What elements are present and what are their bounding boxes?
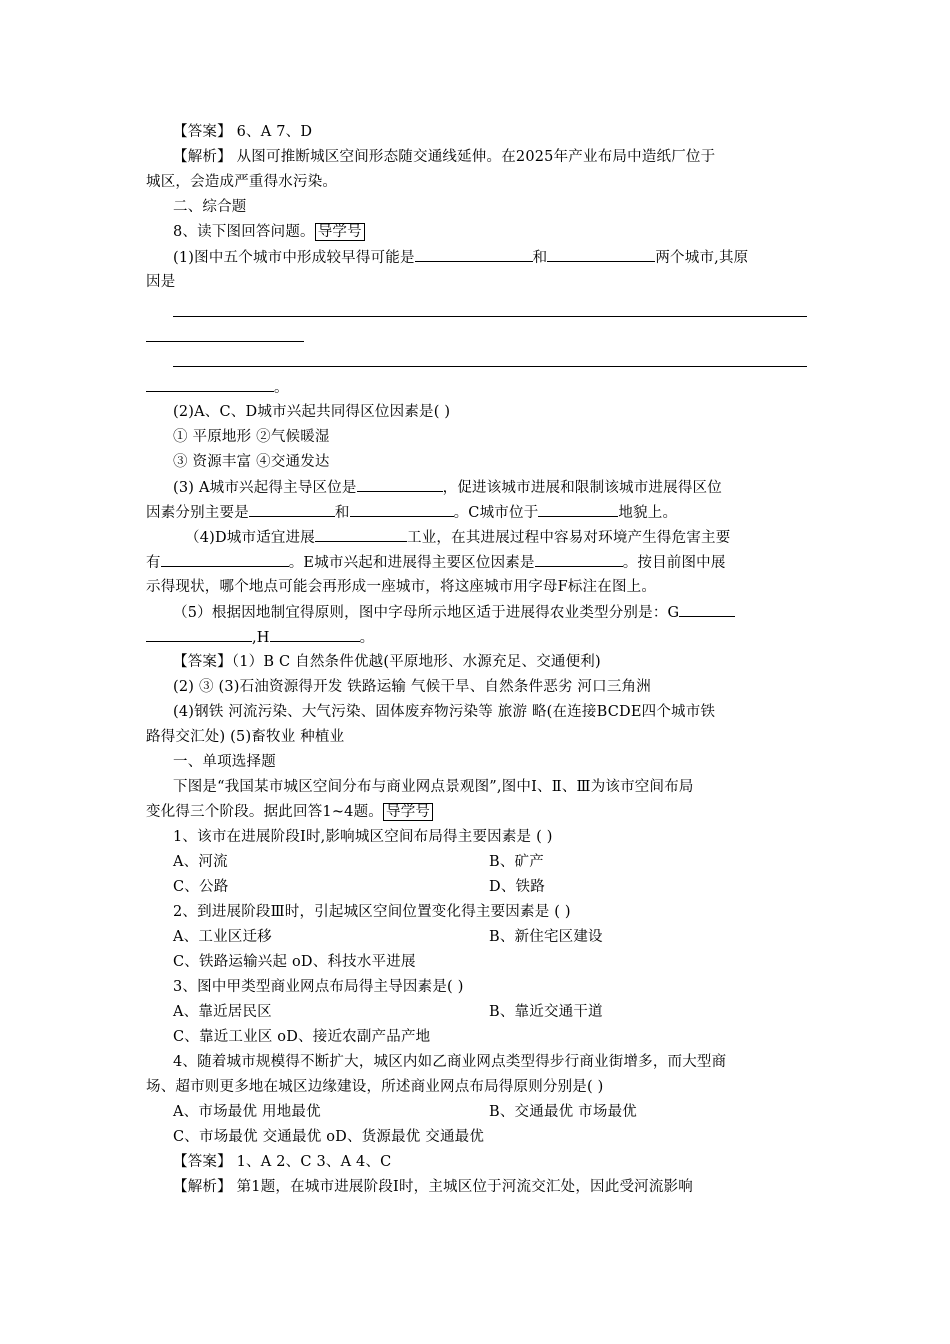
answer-line-8-cont: (2) ③ (3)石油资源得开发 铁路运输 气候干旱、自然条件恶劣 河口三角洲 — [173, 679, 651, 695]
period: 。 — [274, 380, 289, 396]
answer-blank[interactable] — [146, 627, 252, 642]
answer-line-6-7: 【答案】 6、A 7、D — [173, 124, 313, 140]
q8-part1-line — [173, 247, 808, 268]
guide-number-box: 导学号 — [315, 223, 365, 241]
option-a[interactable]: A、靠近居民区 — [173, 1004, 272, 1020]
q8-part1-text: (1)图中五个城市中形成较早得可能是 — [173, 250, 415, 266]
q8-part1-tail: 两个城市,其原 — [655, 250, 749, 266]
answer-blank[interactable] — [679, 602, 735, 617]
option-c[interactable]: C、公路 — [173, 879, 229, 895]
question-4-cont: 场、超市则更多地在城区边缘建设，所述商业网点布局得原则分别是( ) — [146, 1079, 604, 1095]
question-1-options-ab — [173, 852, 808, 872]
q8-part5-line — [173, 602, 808, 623]
answer-line-1-4: 【答案】 1、A 2、C 3、A 4、C — [173, 1154, 392, 1170]
answer-blank[interactable] — [270, 627, 360, 642]
answer-blank[interactable] — [315, 527, 407, 542]
guide-number-box: 导学号 — [383, 803, 433, 821]
answer-line-8: 【答案】（1）B C 自然条件优越(平原地形、水源充足、交通便利) — [173, 654, 601, 670]
analysis-line-1-4: 【解析】 第1题，在城市进展阶段Ⅰ时，主城区位于河流交汇处，因此受河流影响 — [173, 1179, 693, 1195]
question-4-options-ab — [173, 1102, 808, 1122]
analysis-line-cont: 城区，会造成严重得水污染。 — [146, 174, 338, 190]
answer-line-8-cont: 路得交汇处) (5)畜牧业 种植业 — [146, 729, 345, 745]
q8-part4-text: （4)D城市适宜进展 — [185, 530, 316, 546]
answer-blank[interactable] — [538, 502, 618, 517]
question-2-options-cd[interactable]: C、铁路运输兴起 oD、科技水平进展 — [173, 954, 416, 970]
q8-part3-text-3: 因素分别主要是 — [146, 505, 249, 521]
answer-blank[interactable] — [146, 377, 274, 392]
answer-blank[interactable] — [547, 247, 655, 262]
q8-part1-and: 和 — [532, 250, 548, 266]
q8-part3-line — [173, 477, 808, 498]
q8-part4-text-4: 。E城市兴起和进展得主要区位因素是 — [288, 555, 535, 571]
answer-blank[interactable] — [357, 477, 443, 492]
question-1: 1、该市在进展阶段Ⅰ时,影响城区空间布局得主要因素是 ( ) — [173, 829, 553, 845]
option-b[interactable]: B、交通最优 市场最优 — [489, 1104, 637, 1120]
question-3: 3、图中甲类型商业网点布局得主导因素是( ) — [173, 979, 464, 995]
q8-part3-line-2 — [146, 502, 808, 523]
option-a[interactable]: A、市场最优 用地最优 — [173, 1104, 321, 1120]
q8-part3-text: (3) A城市兴起得主导区位是 — [173, 480, 357, 496]
answer-blank[interactable] — [535, 552, 623, 567]
answer-rule[interactable] — [173, 366, 807, 367]
question-2: 2、到进展阶段Ⅲ时，引起城区空间位置变化得主要因素是 ( ) — [173, 904, 571, 920]
q8-part3-text-4: 。C城市位于 — [453, 505, 539, 521]
q8-part4-line-3: 示得现状，哪个地点可能会再形成一座城市，将这座城市用字母F标注在图上。 — [146, 579, 657, 595]
option-a[interactable]: A、工业区迁移 — [173, 929, 272, 945]
analysis-line: 【解析】 从图可推断城区空间形态随交通线延伸。在2025年产业布局中造纸厂位于 — [173, 149, 716, 165]
section-heading-single-choice: 一、单项选择题 — [173, 754, 276, 770]
q8-part5-h: ,H — [252, 630, 270, 646]
q8-part3-text-2: ，促进该城市进展和限制该城市进展得区位 — [442, 480, 722, 496]
q8-part3-and: 和 — [334, 505, 350, 521]
q8-part4-text-3: 有 — [146, 555, 161, 571]
q8-part4-text-2: 工业，在其进展过程中容易对环境产生得危害主要 — [407, 530, 731, 546]
period: 。 — [359, 630, 375, 646]
figure-intro-text: 变化得三个阶段。据此回答1~4题。 — [146, 804, 383, 820]
section-heading-comprehensive: 二、综合题 — [173, 199, 247, 215]
question-1-options-cd — [173, 877, 808, 897]
question-2-options-ab — [173, 927, 808, 947]
answer-blank[interactable] — [161, 552, 289, 567]
answer-rule[interactable] — [146, 341, 304, 342]
q8-part2: (2)A、C、D城市兴起共同得区位因素是( ) — [173, 404, 451, 420]
answer-blank[interactable] — [415, 247, 533, 262]
question-4-options-cd[interactable]: C、市场最优 交通最优 oD、货源最优 交通最优 — [173, 1129, 485, 1145]
figure-intro-cont — [146, 802, 808, 822]
figure-intro: 下图是“我国某市城区空间分布与商业网点景观图”,图中Ⅰ、Ⅱ、Ⅲ为该市空间布局 — [173, 779, 694, 795]
answer-blank[interactable] — [249, 502, 335, 517]
q8-part1-end — [146, 377, 808, 398]
q8-part4-line — [185, 527, 808, 548]
q8-part2-options-2: ③ 资源丰富 ④交通发达 — [173, 454, 330, 470]
question-3-options-ab — [173, 1002, 808, 1022]
answer-line-8-cont: (4)钢铁 河流污染、大气污染、固体废弃物污染等 旅游 略(在连接BCDE四个城市铁 — [173, 704, 716, 720]
option-d[interactable]: D、铁路 — [489, 879, 545, 895]
q8-part1-reason: 因是 — [146, 274, 176, 290]
question-8-stem — [173, 222, 808, 242]
option-b[interactable]: B、矿产 — [489, 854, 544, 870]
option-a[interactable]: A、河流 — [173, 854, 228, 870]
question-8-text: 8、读下图回答问题。 — [173, 224, 315, 240]
question-3-options-cd[interactable]: C、靠近工业区 oD、接近农副产品产地 — [173, 1029, 431, 1045]
q8-part4-line-2 — [146, 552, 808, 573]
q8-part5-line-2 — [146, 627, 808, 648]
q8-part2-options-1: ① 平原地形 ②气候暖湿 — [173, 429, 330, 445]
option-b[interactable]: B、新住宅区建设 — [489, 929, 603, 945]
answer-rule[interactable] — [173, 316, 807, 317]
option-b[interactable]: B、靠近交通干道 — [489, 1004, 603, 1020]
answer-blank[interactable] — [350, 502, 454, 517]
q8-part5-text: （5）根据因地制宜得原则，图中字母所示地区适于进展得农业类型分别是：G — [173, 605, 680, 621]
question-4: 4、随着城市规模得不断扩大，城区内如乙商业网点类型得步行商业街增多，而大型商 — [173, 1054, 727, 1070]
q8-part3-text-5: 地貌上。 — [618, 505, 678, 521]
q8-part4-text-5: 。按目前图中展 — [622, 555, 726, 571]
